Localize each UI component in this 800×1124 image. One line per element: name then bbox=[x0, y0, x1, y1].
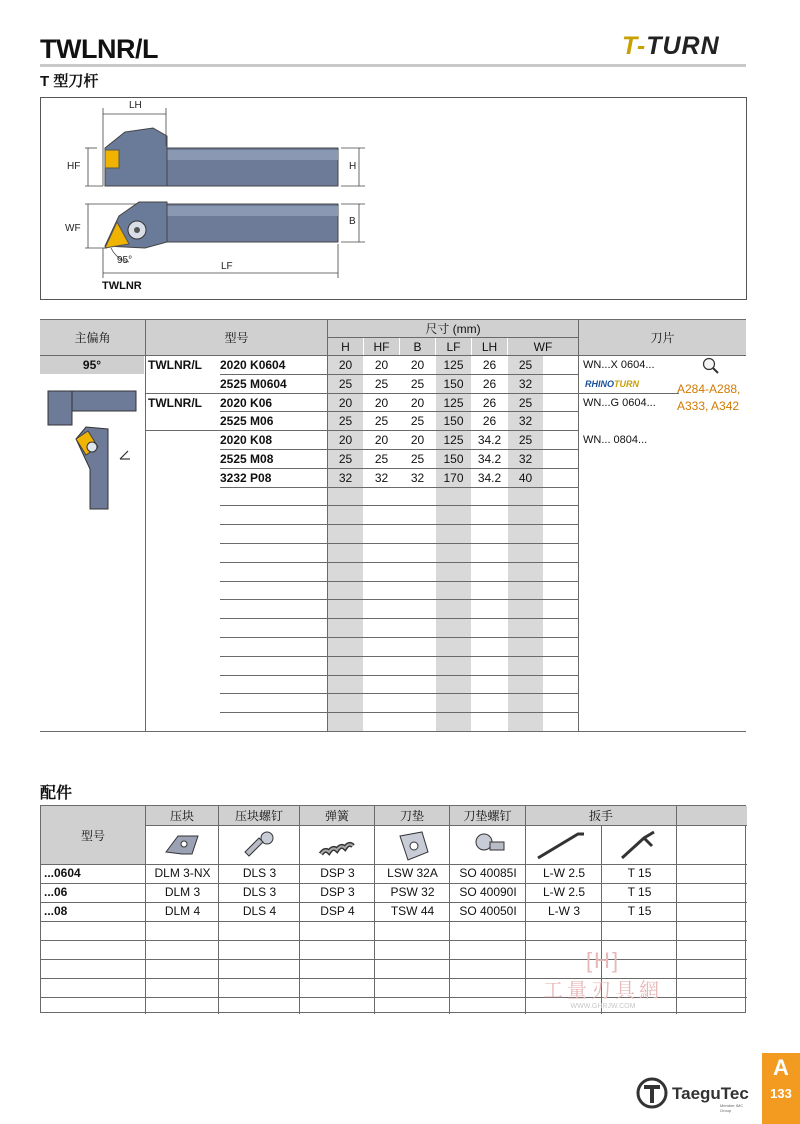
insert-code: WN...X 0604... bbox=[583, 359, 655, 371]
acc-cell-clamp-screw: DLS 4 bbox=[242, 904, 277, 918]
acc-cell-wrench2: T 15 bbox=[627, 904, 652, 918]
acc-cell-spring: DSP 3 bbox=[320, 885, 355, 899]
accessories-title: 配件 bbox=[40, 785, 73, 802]
acc-header-blank bbox=[677, 806, 747, 825]
page-ref-2[interactable] bbox=[677, 398, 739, 415]
tool-drawing-svg bbox=[41, 98, 748, 301]
acc-cell-shim-screw: SO 40050I bbox=[459, 904, 517, 918]
dim-cell: 25 bbox=[374, 452, 389, 466]
acc-cell-wrench2: T 15 bbox=[627, 866, 652, 880]
acc-cell-shim: PSW 32 bbox=[390, 885, 435, 899]
acc-model: ...06 bbox=[44, 885, 68, 899]
acc-cell-clamp: DLM 4 bbox=[164, 904, 201, 918]
model-code: 2020 K06 bbox=[220, 396, 273, 410]
acc-cell-wrench1: L-W 3 bbox=[547, 904, 580, 918]
dim-cell: 150 bbox=[443, 414, 464, 428]
acc-cell-wrench1: L-W 2.5 bbox=[542, 885, 585, 899]
dim-h-label: H bbox=[349, 161, 357, 172]
acc-cell-spring: DSP 3 bbox=[320, 866, 355, 880]
acc-cell-shim-screw: SO 40085I bbox=[459, 866, 517, 880]
dim-cell: 25 bbox=[374, 414, 389, 428]
header-dimensions: 尺寸 (mm) bbox=[328, 319, 578, 337]
magnifier-icon[interactable] bbox=[702, 357, 720, 375]
col-wf: WF bbox=[508, 338, 578, 355]
rhinoturn-logo bbox=[585, 379, 639, 389]
row-divider bbox=[220, 656, 578, 657]
insert-code: WN... 0804... bbox=[583, 434, 648, 446]
col-h: H bbox=[328, 338, 363, 355]
clamp-screw-icon bbox=[219, 826, 299, 864]
row-divider bbox=[220, 562, 578, 563]
dim-cell: 34.2 bbox=[477, 433, 502, 447]
acc-header-spring: 弹簧 bbox=[300, 806, 374, 825]
acc-cell-wrench1: L-W 2.5 bbox=[542, 866, 585, 880]
row-divider bbox=[220, 581, 578, 582]
dim-cell: 32 bbox=[338, 471, 353, 485]
group-divider bbox=[146, 430, 220, 431]
page-ref-1-text: A284-A288, bbox=[677, 382, 741, 396]
watermark-text: 工量刃具網 bbox=[543, 980, 663, 1002]
acc-header-divider bbox=[146, 825, 747, 826]
model-code: 3232 P08 bbox=[220, 471, 272, 485]
grid-dims-split bbox=[328, 337, 578, 338]
page-title: TWLNR/L bbox=[40, 34, 158, 64]
hex-wrench-icon bbox=[526, 826, 601, 864]
spring-icon bbox=[300, 826, 374, 864]
dim-cell: 125 bbox=[443, 396, 464, 410]
row-divider bbox=[220, 599, 578, 600]
dim-cell: 32 bbox=[374, 471, 389, 485]
dim-cell: 34.2 bbox=[477, 452, 502, 466]
dim-cell: 26 bbox=[482, 377, 497, 391]
taegutec-logo bbox=[636, 1077, 751, 1113]
watermark-mark: [H] bbox=[585, 948, 621, 973]
dim-cell: 25 bbox=[410, 377, 425, 391]
dim-hf-label: HF bbox=[67, 161, 81, 172]
grid-v-1 bbox=[145, 319, 146, 732]
acc-row-divider bbox=[41, 940, 747, 941]
shim-screw-icon bbox=[450, 826, 525, 864]
page-number: 133 bbox=[770, 1086, 792, 1101]
dim-cell: 20 bbox=[410, 433, 425, 447]
brand-logo bbox=[622, 32, 720, 61]
dim-cell: 25 bbox=[338, 452, 353, 466]
row-divider bbox=[220, 487, 578, 488]
acc-header-clamp-screw: 压块螺钉 bbox=[219, 806, 299, 825]
acc-header-model: 型号 bbox=[41, 806, 145, 864]
acc-row-divider bbox=[41, 921, 747, 922]
model-code: 2020 K08 bbox=[220, 433, 273, 447]
col-hf: HF bbox=[364, 338, 399, 355]
dim-cell: 25 bbox=[518, 358, 533, 372]
dim-angle-label: 95° bbox=[117, 255, 133, 266]
row-divider bbox=[220, 693, 578, 694]
acc-model: ...0604 bbox=[44, 866, 81, 880]
page-subtitle: T 型刀杆 bbox=[40, 73, 99, 90]
acc-model: ...08 bbox=[44, 904, 68, 918]
tool-drawing bbox=[40, 97, 747, 300]
dim-cell: 26 bbox=[482, 358, 497, 372]
dim-cell: 20 bbox=[338, 396, 353, 410]
acc-header-shim: 刀垫 bbox=[375, 806, 449, 825]
model-code: 2525 M0604 bbox=[220, 377, 287, 391]
dim-cell: 26 bbox=[482, 414, 497, 428]
watermark-url: WWW.GHRJW.COM bbox=[570, 1003, 636, 1010]
row-divider bbox=[220, 675, 578, 676]
model-code: 2525 M06 bbox=[220, 414, 274, 428]
row-divider bbox=[220, 543, 578, 544]
col-b: B bbox=[400, 338, 435, 355]
dim-cell: 150 bbox=[443, 452, 464, 466]
angle-value: 95° bbox=[40, 356, 144, 374]
dim-cell: 125 bbox=[443, 358, 464, 372]
taegutec-logo-icon bbox=[636, 1077, 668, 1109]
row-divider bbox=[220, 524, 578, 525]
dim-cell: 20 bbox=[338, 358, 353, 372]
dim-cell: 34.2 bbox=[477, 471, 502, 485]
torx-wrench-icon bbox=[602, 826, 676, 864]
grid-v-3 bbox=[578, 319, 579, 732]
acc-cell-clamp-screw: DLS 3 bbox=[242, 885, 277, 899]
dim-cell: 25 bbox=[518, 396, 533, 410]
dim-cell: 25 bbox=[338, 414, 353, 428]
dim-cell: 32 bbox=[518, 377, 533, 391]
acc-cell-spring: DSP 4 bbox=[320, 904, 355, 918]
model-prefix: TWLNR/L bbox=[148, 396, 202, 410]
col-lf: LF bbox=[436, 338, 471, 355]
dim-cell: 20 bbox=[374, 396, 389, 410]
acc-header-shim-screw: 刀垫螺钉 bbox=[450, 806, 525, 825]
spec-table bbox=[40, 319, 746, 732]
acc-cell-shim: LSW 32A bbox=[387, 866, 438, 880]
dim-cell: 20 bbox=[374, 358, 389, 372]
row-divider bbox=[220, 712, 578, 713]
watermark bbox=[528, 948, 678, 1010]
model-code: 2020 K0604 bbox=[220, 358, 286, 372]
header-rule bbox=[40, 64, 746, 67]
page-ref-2-text: A333, A342 bbox=[677, 399, 740, 413]
figure-caption: TWLNR bbox=[102, 280, 142, 292]
dim-cell: 150 bbox=[443, 377, 464, 391]
dim-cell: 25 bbox=[374, 377, 389, 391]
dim-cell: 32 bbox=[410, 471, 425, 485]
insert-code: WN...G 0604... bbox=[583, 397, 656, 409]
acc-cell-clamp: DLM 3 bbox=[164, 885, 201, 899]
row-divider bbox=[220, 618, 578, 619]
dim-cell: 25 bbox=[410, 452, 425, 466]
acc-cell-clamp: DLM 3-NX bbox=[154, 866, 211, 880]
dim-wf-label: WF bbox=[65, 223, 81, 234]
dim-cell: 32 bbox=[518, 452, 533, 466]
header-model: 型号 bbox=[146, 319, 327, 355]
acc-header-clamp: 压块 bbox=[146, 806, 218, 825]
dim-cell: 20 bbox=[374, 433, 389, 447]
model-code: 2525 M08 bbox=[220, 452, 274, 466]
brand-rest: TURN bbox=[646, 32, 720, 60]
dim-cell: 170 bbox=[443, 471, 464, 485]
tab-letter: A bbox=[773, 1055, 789, 1080]
header-insert: 刀片 bbox=[579, 319, 746, 355]
page-ref-1[interactable] bbox=[677, 381, 740, 398]
section-tab bbox=[762, 1053, 800, 1124]
rhino-rest: TURN bbox=[614, 379, 639, 389]
dim-cell: 40 bbox=[518, 471, 533, 485]
dim-lh-label: LH bbox=[129, 100, 142, 111]
dim-cell: 20 bbox=[410, 396, 425, 410]
row-divider bbox=[220, 505, 578, 506]
clamp-icon bbox=[146, 826, 218, 864]
dim-lf-label: LF bbox=[221, 261, 233, 272]
dim-cell: 20 bbox=[338, 433, 353, 447]
dim-b-label: B bbox=[349, 216, 356, 227]
logo-text: TaeguTec bbox=[672, 1084, 749, 1103]
model-prefix: TWLNR/L bbox=[148, 358, 202, 372]
dim-cell: 125 bbox=[443, 433, 464, 447]
acc-cell-clamp-screw: DLS 3 bbox=[242, 866, 277, 880]
dim-cell: 20 bbox=[410, 358, 425, 372]
dim-cell: 25 bbox=[518, 433, 533, 447]
row-divider bbox=[220, 637, 578, 638]
insert-position-icon bbox=[46, 389, 138, 511]
acc-cell-wrench2: T 15 bbox=[627, 885, 652, 899]
acc-header-wrench: 扳手 bbox=[526, 806, 676, 825]
logo-sub: Member IMC Group bbox=[720, 1103, 744, 1113]
dim-cell: 32 bbox=[518, 414, 533, 428]
col-lh: LH bbox=[472, 338, 507, 355]
acc-cell-shim: TSW 44 bbox=[390, 904, 435, 918]
dim-cell: 25 bbox=[410, 414, 425, 428]
header-angle: 主偏角 bbox=[40, 319, 145, 355]
brand-prefix: T- bbox=[622, 32, 647, 60]
shim-icon bbox=[375, 826, 449, 864]
rhino-prefix: RHINO bbox=[585, 379, 614, 389]
acc-cell-shim-screw: SO 40090I bbox=[459, 885, 517, 899]
dim-cell: 25 bbox=[338, 377, 353, 391]
dim-cell: 26 bbox=[482, 396, 497, 410]
